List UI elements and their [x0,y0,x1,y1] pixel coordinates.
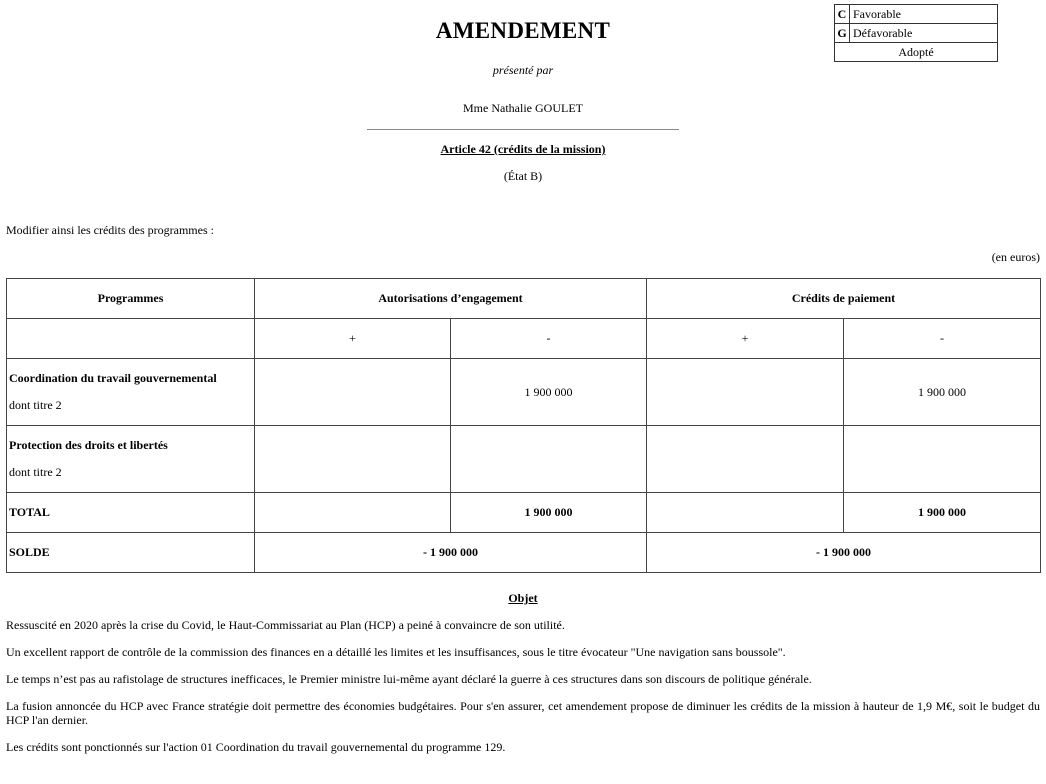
unit-label: (en euros) [991,250,1040,264]
status-label-favorable: Favorable [850,5,998,24]
ae-plus-cell [255,426,451,493]
cp-minus-cell [844,426,1041,493]
program-sub: dont titre 2 [9,398,62,412]
etat-reference: (État B) [503,169,543,183]
objet-paragraph: Le temps n’est pas au rafistolage de structures inefficaces, le Premier ministre lui-même ayant déclaré la guerre à ces structures dans son discours de politique générale. [6,672,812,686]
objet-paragraph: Ressuscité en 2020 après la crise du Covid, le Haut-Commissariat au Plan (HCP) a peiné à convaincre de son utilité. [6,618,565,632]
objet-paragraph: La fusion annoncée du HCP avec France stratégie doit permettre des économies budgétaires. Pour s'en assurer, cet amendement propose de diminuer les crédits de la mission à hauteur de 1,9 M€, soit le budget du HCP l'an dernier. [6,699,1040,727]
table-subheader-row [7,319,1041,359]
total-label: TOTAL [7,493,255,533]
presented-by: présenté par [492,63,554,77]
solde-row [7,533,1041,573]
intro-text: Modifier ainsi les crédits des programmes : [6,223,214,237]
ae-plus-cell [255,359,451,426]
status-label-adopte: Adopté [835,43,998,62]
program-name: Protection des droits et libertés [9,438,168,452]
status-code-favorable: C [835,5,850,24]
total-row [7,493,1041,533]
program-cell [7,359,255,426]
solde-label: SOLDE [7,533,255,573]
objet-paragraph: Les crédits sont ponctionnés sur l'action 01 Coordination du travail gouvernemental du programme 129. [6,740,506,754]
status-label-defavorable: Défavorable [850,24,998,43]
subheader-cp-minus: - [844,319,1041,359]
program-sub: dont titre 2 [9,465,62,479]
program-cell [7,426,255,493]
objet-title: Objet [508,591,538,605]
cp-plus-cell [647,359,844,426]
total-cp-minus: 1 900 000 [844,493,1041,533]
total-ae-minus: 1 900 000 [451,493,647,533]
header-programmes: Programmes [7,279,255,319]
status-code-defavorable: G [835,24,850,43]
subheader-cp-plus: + [647,319,844,359]
header-divider [367,129,679,130]
cp-plus-cell [647,426,844,493]
table-row [7,359,1041,426]
subheader-ae-plus: + [255,319,451,359]
solde-cp: - 1 900 000 [647,533,1041,573]
ae-minus-cell: 1 900 000 [451,359,647,426]
total-cp-plus [647,493,844,533]
document-title: AMENDEMENT [435,18,611,43]
status-adopte [835,43,998,62]
subheader-ae-minus: - [451,319,647,359]
cp-minus-cell: 1 900 000 [844,359,1041,426]
table-header-row [7,279,1041,319]
header-credits-paiement: Crédits de paiement [647,279,1041,319]
ae-minus-cell [451,426,647,493]
table-row [7,426,1041,493]
header-autorisations: Autorisations d’engagement [255,279,647,319]
objet-paragraph: Un excellent rapport de contrôle de la commission des finances en a détaillé les limites et les insuffisances, sous le titre évocateur "Une navigation sans boussole". [6,645,786,659]
program-name: Coordination du travail gouvernemental [9,371,217,385]
total-ae-plus [255,493,451,533]
subheader-empty [7,319,255,359]
objet-body [6,618,1040,767]
article-reference: Article 42 (crédits de la mission) [440,142,606,156]
solde-ae: - 1 900 000 [255,533,647,573]
credits-table [6,278,1041,573]
author-name: Mme Nathalie GOULET [463,101,583,115]
